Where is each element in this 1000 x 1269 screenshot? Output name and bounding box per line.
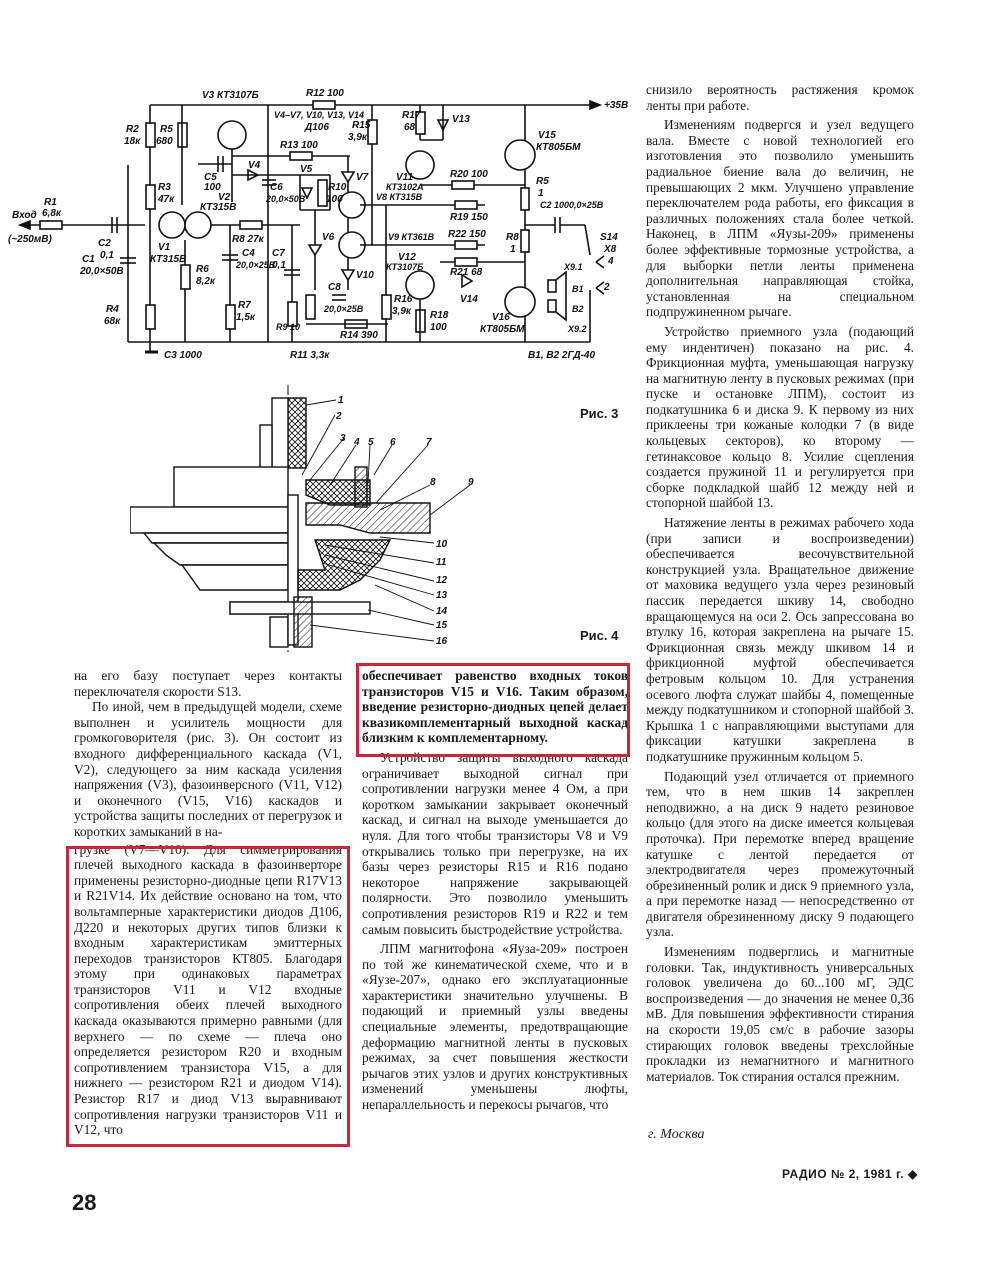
resistor-r2	[146, 123, 155, 147]
label-v15: V15	[538, 130, 556, 141]
paragraph: По иной, чем в предыдущей модели, схеме выполнен и усилитель мощности для громкоговорителя (рис. 3). Он состоит из входного дифференциального каскада (V1, V2), следующего за ним каскада усиления напряжения (V3), фазоинверсного (V11, V12) и оконечного (V15, V16) каскадов и устройства защиты последних от перегрузок и коротких замыканий в на-	[74, 699, 342, 839]
label-r10-value: 100	[326, 194, 343, 205]
page-number: 28	[72, 1190, 97, 1215]
label-v2-type: КТ315В	[200, 202, 237, 213]
label-v13: V13	[452, 114, 470, 125]
label-r4: R4	[106, 304, 119, 315]
paragraph: Устройство защиты выходного каскада ограничивает выходной сигнал при сопротивлении нагрузки менее 4 Ом, а при коротком замыкании закрывает оконечный каскад, и сигнал на выходе уменьшается до нуля. Для того чтобы транзисторы V8 и V9 открывались только при перегрузке, на их базы через резисторы R15 и R16 подано некоторое напряжение закрывающей полярности. Это позволило уменьшить сопротивления резисторов R19 и R22 и тем самым повысить быстродействие устройства.	[362, 749, 628, 937]
callout-1: 1	[338, 395, 344, 406]
label-v8: V8 КТ315В	[376, 192, 423, 202]
label-r7-value: 1,5к	[236, 312, 255, 323]
label-v9: V9 КТ361В	[388, 232, 435, 242]
label-r8-out: R8	[506, 232, 519, 243]
label-r18-value: 100	[430, 322, 447, 333]
label-r16-value: 3,9к	[392, 306, 411, 317]
resistor-r11	[306, 295, 315, 319]
label-r21: R21 68	[450, 267, 483, 278]
column-2	[362, 668, 628, 1113]
label-input: Вход	[12, 210, 37, 221]
paragraph: снизило вероятность растяжения кромок ленты при работе.	[646, 82, 914, 113]
label-v1: V1	[158, 242, 171, 253]
callout-11: 11	[436, 557, 447, 568]
resistor-r5-out	[521, 188, 529, 210]
callout-5: 5	[368, 437, 374, 448]
speaker-b1-icon	[548, 280, 556, 292]
label-b1: B1	[572, 284, 584, 294]
label-c4: C4	[242, 248, 255, 259]
callout-12: 12	[436, 575, 448, 586]
label-v11-type: КТ3102А	[386, 182, 424, 192]
label-v10: V10	[356, 270, 374, 281]
callout-2: 2	[336, 411, 342, 422]
transistor-v15	[505, 140, 535, 170]
label-r19: R19 150	[450, 212, 488, 223]
label-r9: R9 10	[276, 322, 301, 332]
part-14-pulley	[298, 540, 390, 590]
callout-14: 14	[436, 606, 448, 617]
paragraph: Изменениям подверглись и магнитные головки. Так, индуктивность универсальных головок увеличена до 60...100 мГ, ЭДС воспроизведения — до значения не менее 0,36 мВ. Для повышения эффективности стирания на скорости 19,05 см/с в рабочие зазоры стирающих головок введены трехслойные прокладки из немагнитного и магнитного материалов. Ток стирания остался прежним.	[646, 944, 914, 1084]
paragraph: Натяжение ленты в режимах рабочего хода (при записи и воспроизведении) обеспечивается весочувствительной конструкцией узла. Вращательное движение от маховика ведущего узла через резиновый пассик передается шкиву 14, свободно вращающемуся на оси 2. Ось запрессована во втулку 16, которая закреплена на рычаге 15. Фрикционная связь между шкивом 14 и фрикционной муфтой обеспечивается фетровым кольцом 10. Для устранения осевого люфта служат шайбы 4, помещенные между подкатушником и стопорной шайбой 3. Крышка 1 с направляющими выступами для фиксации катушки закреплена в подкатушнике пружинным кольцом 5.	[646, 515, 914, 764]
label-v5: V5	[300, 164, 313, 175]
label-pin2: 2	[604, 282, 610, 293]
part-1-cover	[288, 398, 306, 468]
resistor-r6	[181, 265, 190, 289]
label-r8: R8 27к	[232, 234, 264, 245]
label-c4-value: 20,0×25В	[236, 260, 276, 270]
label-r10: R10	[328, 182, 347, 193]
label-c2-out: C2 1000,0×25В	[540, 200, 604, 210]
column-3	[646, 82, 914, 1084]
label-r7: R7	[238, 300, 251, 311]
resistor-r22	[455, 241, 477, 249]
column-1	[74, 668, 342, 1138]
supply-arrow-icon	[590, 101, 600, 109]
paragraph: Изменениям подвергся и узел ведущего вала. Вместе с новой технологией его изготовления это позволило уменьшить радиальное биение вала до величин, не превышающих 2 мкм. Улучшено управление переключателем рода работы, его фиксация в различных положениях стала более четкой. Наконец, в ЛПМ «Яузы-209» применены более эффективные тормозные устройства, а для выборки петли ленты применена дополнительная направляющая стойка, установленная на специальном подпружиненном рычаге.	[646, 117, 914, 320]
label-r17-value: 68	[404, 122, 416, 133]
diode-v6	[309, 245, 321, 255]
resistor-r8	[240, 221, 262, 229]
label-v4: V4	[248, 160, 261, 171]
resistor-r3	[146, 185, 155, 209]
label-r6: R6	[196, 264, 209, 275]
transistor-v2	[185, 212, 211, 238]
label-c5: C5	[204, 172, 217, 183]
resistor-r16	[382, 295, 391, 319]
input-arrow-icon	[20, 221, 30, 229]
label-r13: R13 100	[280, 140, 318, 151]
label-v6: V6	[322, 232, 335, 243]
city-signature: г. Москва	[648, 1127, 705, 1142]
label-v16-type: КТ805БМ	[480, 324, 525, 335]
label-r4-value: 68к	[104, 316, 121, 327]
label-diode-type: Д106	[305, 122, 329, 133]
label-c3: C3 1000	[164, 350, 202, 361]
resistor-r20	[452, 181, 474, 189]
resistor-r19	[455, 201, 477, 209]
label-v1-type: КТ315В	[150, 254, 187, 265]
label-v12-type: КТ3107Б	[386, 262, 424, 272]
label-speakers: B1, B2 2ГД-40	[528, 350, 596, 361]
label-r2-value: 18к	[124, 136, 141, 147]
label-r17: R17	[402, 110, 421, 121]
transistor-v3	[218, 121, 246, 149]
label-r5-out: R5	[536, 176, 549, 187]
label-input-level: (~250мВ)	[8, 234, 52, 245]
label-c8-value: 20,0×25В	[324, 304, 364, 314]
speaker-b2-icon	[548, 300, 556, 312]
resistor-r4	[146, 305, 155, 329]
label-r15: R15	[352, 120, 371, 131]
label-r20: R20 100	[450, 169, 488, 180]
highlighted-paragraph: обеспечивает равенство входных токов транзисторов V15 и V16. Таким образом, введение резисторно-диодных цепей делает квазикомплементарный выходной каскад близким к комплементарному.	[362, 668, 628, 746]
callout-10: 10	[436, 539, 448, 550]
resistor-r7	[226, 305, 235, 329]
transistor-v1	[159, 212, 185, 238]
label-v12: V12	[398, 252, 416, 263]
figure-4-drawing	[130, 385, 490, 655]
callout-16: 16	[436, 636, 448, 647]
label-r3-value: 47к	[158, 194, 175, 205]
callout-6: 6	[390, 437, 396, 448]
resistor-r21	[455, 258, 477, 266]
label-r1: R1	[44, 197, 57, 208]
resistor-r13	[290, 152, 312, 160]
label-b2: B2	[572, 304, 584, 314]
figure-4-caption: Рис. 4	[580, 628, 619, 643]
label-s14: S14	[600, 232, 618, 243]
journal-footer: РАДИО № 2, 1981 г. ◆	[782, 1167, 918, 1181]
label-r11: R11 3,3к	[290, 350, 330, 361]
label-r3: R3	[158, 182, 171, 193]
label-c7: C7	[272, 248, 285, 259]
label-x9-1: X9.1	[564, 262, 583, 272]
label-r12: R12 100	[306, 88, 344, 99]
label-r14: R14 390	[340, 330, 378, 341]
label-r18: R18	[430, 310, 449, 321]
resistor-r12	[313, 101, 335, 109]
diode-v7	[342, 172, 354, 182]
label-r5: R5	[160, 124, 173, 135]
resistor-r1	[40, 221, 62, 229]
label-r8-out-value: 1	[510, 244, 516, 255]
label-v2: V2	[218, 192, 231, 203]
label-c7-value: 0,1	[272, 260, 286, 271]
label-r22: R22 150	[448, 229, 486, 240]
figure-3-schematic	[0, 80, 640, 380]
label-pin4: 4	[608, 256, 614, 267]
paragraph: ЛПМ магнитофона «Яуза-209» построен по той же кинематической схеме, что и в «Яузе-207», однако его эксплуатационные характеристики значительно улучшены. В подающий и приемный узлы введены специальные элементы, предотвращающие деформацию магнитной ленты в пусковых режимах, за счет повышения жесткости рычагов этих узлов и других конструктивных изменений уменьшены люфты, непараллельность и перекосы рычагов, что	[362, 941, 628, 1113]
label-supply: +35В	[604, 100, 629, 111]
part-16-bushing	[294, 597, 312, 647]
label-c2-value: 0,1	[100, 250, 114, 261]
label-v16: V16	[492, 312, 510, 323]
label-r16: R16	[394, 294, 413, 305]
label-v14: V14	[460, 294, 478, 305]
part-9-disc	[306, 503, 430, 533]
label-v3: V3 КТ3107Б	[202, 90, 259, 101]
paragraph: Устройство приемного узла (подающий ему индентичен) показано на рис. 4. Фрикционная муфта, уменьшающая нагрузку на магнитную ленту в пусковых режимах (при пуске и остановке ЛПМ), состоит из подкатушника 6 и диска 9. К первому из них приклеены три кожаные колодки 7 (в виде кольцевых секторов), ко второму — гетинаксовое кольцо 8. Усилие сцепления создается пружиной 11 и регулируется при сборке подкладкой шайб 12 между ней и стопорной шайбой 13.	[646, 323, 914, 511]
callout-9: 9	[468, 477, 474, 488]
paragraph: на его базу поступает через контакты переключателя скорости S13.	[74, 668, 342, 699]
label-v15-type: КТ805БМ	[536, 142, 581, 153]
label-v11: V11	[396, 172, 414, 183]
figure-3-caption: Рис. 3	[580, 406, 619, 421]
jack-x8-icon	[596, 256, 604, 294]
label-x9-2: X9.2	[568, 324, 587, 334]
highlighted-paragraph: грузке (V7—V10). Для симметрирования плечей выходного каскада в фазоинверторе применены резисторно-диодные цепи R17V13 и R21V14. Их действие основано на том, что вольтамперные характеристики диодов Д106, Д220 и некоторых других типов близки к входным характеристикам эмиттерных переходов транзисторов КТ805. Благодаря этому при одинаковых параметрах транзисторов V11 и V12 входные сопротивления обеих плечей выходного каскада оказываются примерно равными (для верхнего — по схеме — плеча оно определяется резистором R20 и входным сопротивлением транзистора V15, а для нижнего — резистором R21 и диодом V14). Резистор R17 и диод V13 выравнивают сопротивления нагрузки транзисторов V11 и V12, что	[74, 841, 342, 1138]
label-c1: C1	[82, 254, 95, 265]
label-c6: C6	[270, 182, 283, 193]
paragraph: Подающий узел отличается от приемного тем, что в нем шкив 14 закреплен неподвижно, а на диск 9 надето резиновое кольцо (для этого на диске имеется кольцевая проточка). При перемотке вперед вращение катушке с лентой передается от электродвигателя через промежуточный обрезиненный ролик и диск 9 приемного узла, а при перемотке назад — непосредственно от двигателя обрезиненному диску 9 подающего узла.	[646, 768, 914, 940]
label-r1-value: 6,8к	[42, 208, 61, 219]
label-c2: C2	[98, 238, 111, 249]
resistor-r8-out	[521, 230, 529, 252]
label-r2: R2	[126, 124, 139, 135]
label-c1-value: 20,0×50В	[80, 266, 124, 277]
callout-3: 3	[340, 433, 346, 444]
diode-v10	[342, 270, 354, 280]
label-v7: V7	[356, 172, 369, 183]
callout-8: 8	[430, 477, 436, 488]
label-r15-value: 3,9к	[348, 132, 367, 143]
label-r5-out-value: 1	[538, 188, 544, 199]
label-r5-value: 680	[156, 136, 173, 147]
label-c6-value: 20,0×50В	[266, 194, 306, 204]
label-x8: X8	[604, 244, 617, 255]
label-c5-value: 100	[204, 182, 221, 193]
callout-7: 7	[426, 437, 432, 448]
callout-13: 13	[436, 590, 448, 601]
callout-4: 4	[354, 437, 360, 448]
callout-15: 15	[436, 620, 448, 631]
label-c8: C8	[328, 282, 341, 293]
label-diodes: V4–V7, V10, V13, V14	[274, 110, 365, 120]
label-r6-value: 8,2к	[196, 276, 215, 287]
